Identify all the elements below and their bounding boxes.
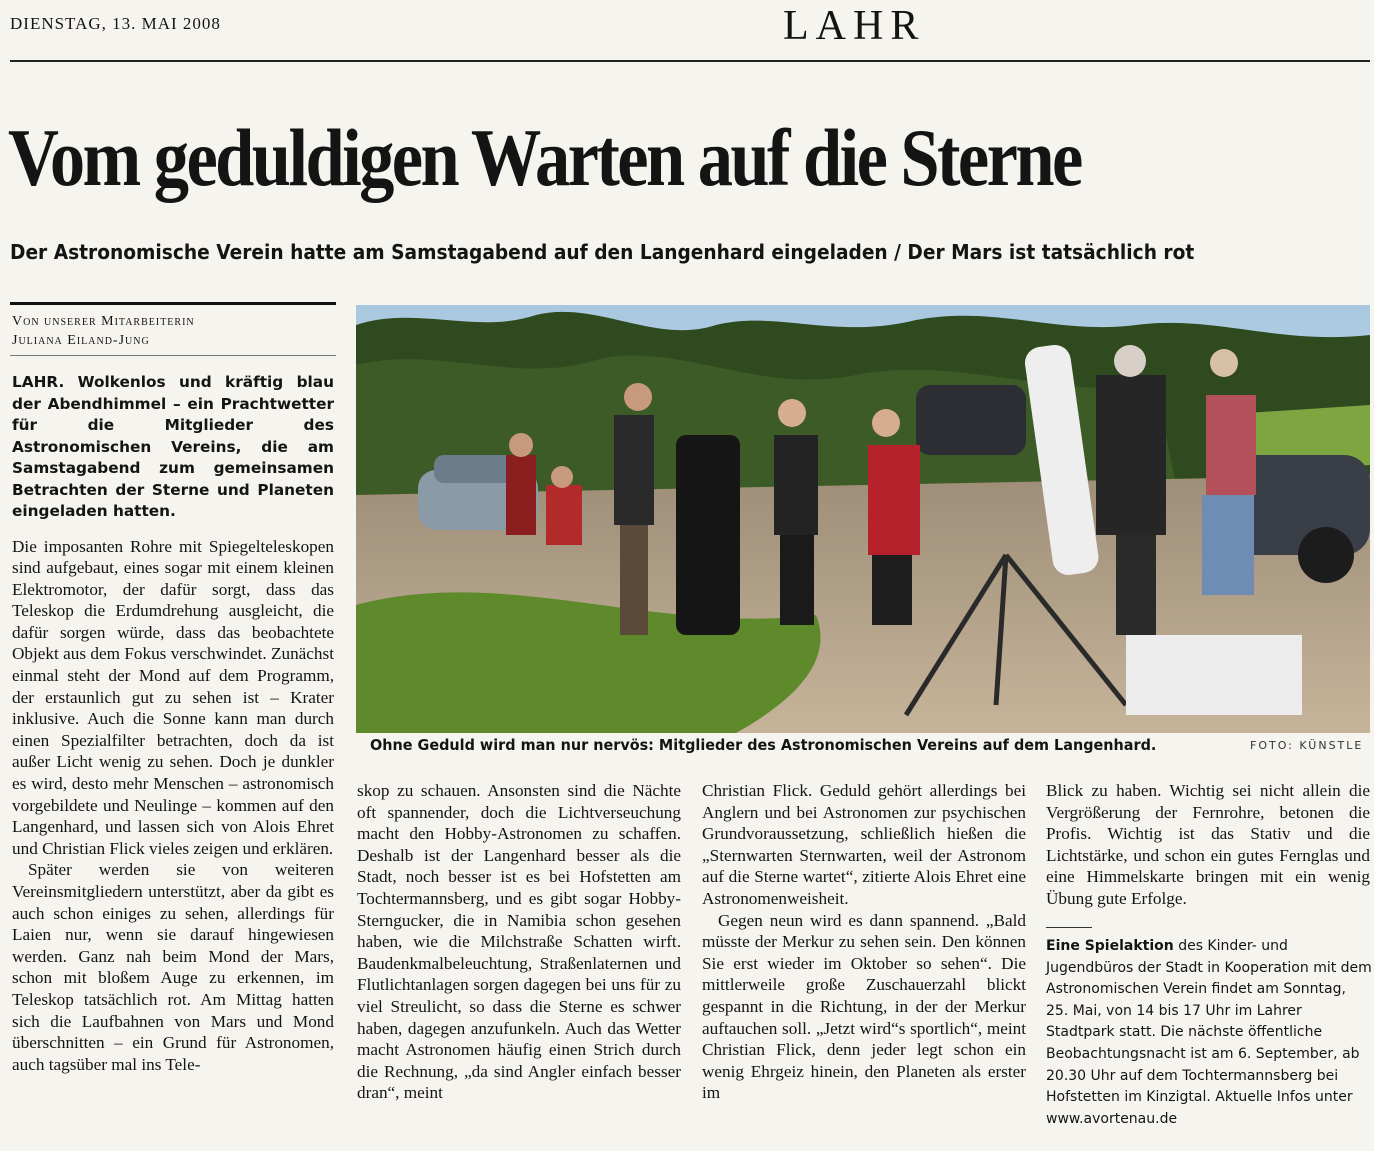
column-4 (1046, 780, 1370, 910)
dateline: LAHR. (12, 373, 65, 391)
column-3 (702, 780, 1026, 1104)
lead-paragraph (12, 372, 334, 523)
photo-illustration (356, 305, 1370, 733)
byline-divider (10, 355, 336, 356)
paragraph: skop zu schauen. Ansonsten sind die Nächte oft spannender, doch die Lichtverseuchung macht den Hobby-Astronomen zu schaffen. Deshalb ist der Langenhard besser als die Stadt, noch besser ist es bei Hofstetten am Tochtermannsberg, und es gibt sogar Hobby-Sterngucker, die in Namibia schon gesehen haben, wie die Milchstraße Schatten wirft. Baudenkmalbeleuchtung, Straßenlaternen und Flutlichtanlagen sorgen dagegen bei uns für zu viel Streulicht, so dass die Sterne es schwer haben, dagegen anzufunkeln. Auch das Wetter macht Astronomen häufig einen Strich durch die Rechnung, „da sind Angler einfach besser dran“, meint (357, 781, 681, 1103)
paragraph: Blick zu haben. Wichtig sei nicht allein die Vergrößerung der Fernrohre, betonen die Profis. Wichtig ist das Stativ und die Lichtstärke, und schon ein gutes Fernglas und eine Himmelskarte bringen mit ein wenig Übung gute Erfolge. (1046, 781, 1370, 908)
paragraph: Die imposanten Rohre mit Spiegelteleskopen sind aufgebaut, eines sogar mit einem kleinen Elektromotor, der dafür sorgt, dass das Teleskop die Erdumdrehung ausgleicht, die dafür sorgen würde, dass das beobachtete Objekt aus dem Fokus verschwindet. Zunächst einmal steht der Mond auf dem Programm, der erstaunlich gut zu sehen ist – Krater inklusive. Auch die Sonne kann man durch einen Spezialfilter betrachten, doch da ist außer Licht wenig zu sehen. Doch je dunkler es wird, desto mehr Menschen – astronomisch vorgebildete und Neulinge – kommen auf den Langenhard, und lassen sich von Alois Ehret und Christian Flick vieles zeigen und erklären. (12, 536, 334, 858)
info-box-rule (1046, 927, 1092, 928)
paragraph: Gegen neun wird es dann spannend. „Bald müsste der Merkur zu sehen sein. Den können Sie erst wieder im Oktober so sehen“. Die mittlerweile große Zuschauerzahl blickt gespannt in die Richtung, in der der Merkur auftauchen soll. „Jetzt wird“s sportlich“, meint Christian Flick, denn jeder legt schon ein wenig Ehrgeiz hinein, den Planeten als erster im (702, 910, 1026, 1103)
byline-rule (10, 302, 336, 305)
byline-author: Juliana Eiland-Jung (12, 333, 150, 348)
info-box (1046, 936, 1372, 1130)
photo-credit: FOTO: KÜNSTLE (1250, 739, 1364, 752)
headline: Vom geduldigen Warten auf die Sterne (8, 112, 1081, 203)
issue-date: DIENSTAG, 13. MAI 2008 (10, 14, 221, 33)
lead-text: Wolkenlos und kräftig blau der Abendhimmel – ein Prachtwetter für die Mitglieder des Astronomischen Vereins, die am Samstagabend zum gemeinsamen Betrachten der Sterne und Planeten eingeladen hatten. (12, 373, 334, 520)
column-1 (12, 372, 334, 1075)
byline (12, 312, 195, 350)
info-box-lead: Eine Spielaktion (1046, 938, 1174, 954)
header-rule (10, 60, 1370, 62)
section-title: LAHR (783, 3, 926, 49)
subheadline: Der Astronomische Verein hatte am Samstagabend auf den Langenhard eingeladen / Der Mars ist tatsächlich rot (10, 240, 1195, 264)
photo-caption: Ohne Geduld wird man nur nervös: Mitglieder des Astronomischen Vereins auf dem Langenhard. (370, 736, 1157, 754)
article-photo (356, 305, 1370, 733)
paragraph: Christian Flick. Geduld gehört allerdings bei Anglern und bei Astronomen zur psychischen Grundvoraussetzung, schließlich hießen die „Sternwarten Sternwarten, weil der Astronom auf die Sterne wartet“, zitierte Alois Ehret eine Astronomenweisheit. (702, 781, 1026, 908)
column-2 (357, 780, 681, 1104)
info-box-text: des Kinder- und Jugendbüros der Stadt in Kooperation mit dem Astronomischen Verein findet am Sonntag, 25. Mai, von 14 bis 17 Uhr im Lahrer Stadtpark statt. Die nächste öffentliche Beobachtungsnacht ist am 6. September, ab 20.30 Uhr auf dem Tochtermannsberg bei Hofstetten im Kinzigtal. Aktuelle Infos unter www.avortenau.de (1046, 938, 1372, 1127)
byline-role: Von unserer Mitarbeiterin (12, 314, 195, 329)
paragraph: Später werden sie von weiteren Vereinsmitgliedern unterstützt, aber da gibt es auch schon einiges zu sehen, allerdings für Laien nur, wenn sie darauf hingewiesen werden. Ganz nah beim Mond der Mars, schon mit bloßem Auge zu erkennen, im Teleskop tatsächlich rot. Am Mittag hatten sich die Laufbahnen von Mars und Mond überschnitten – ein Grund für Astronomen, auch tagsüber mal ins Tele- (12, 860, 334, 1074)
